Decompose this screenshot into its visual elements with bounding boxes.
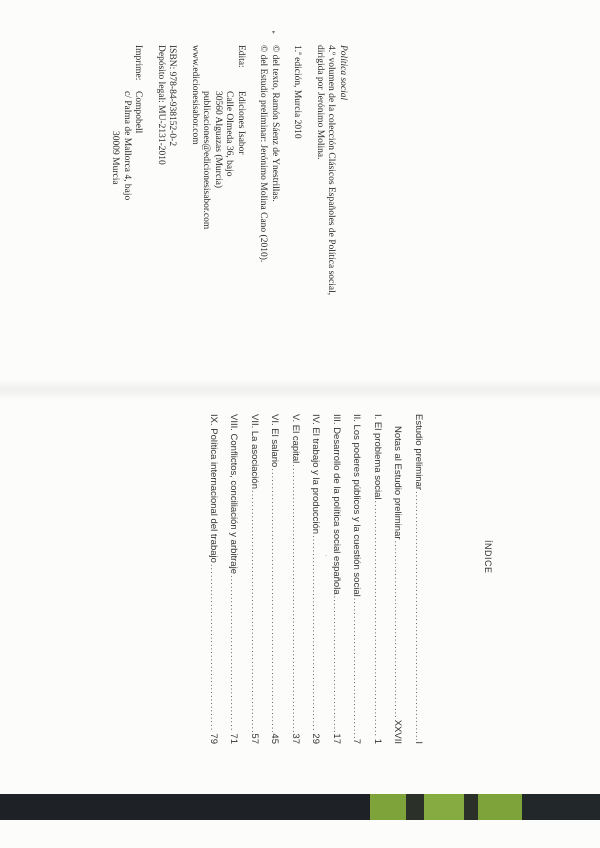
band-green xyxy=(370,794,406,820)
publisher-city: 30560 Alguazas (Murcia) xyxy=(213,91,223,189)
toc-leader-dots xyxy=(331,596,342,733)
toc-entry-page: 17 xyxy=(331,733,342,744)
printer-name: Compobell xyxy=(133,91,144,134)
toc-entry-label: IV. El trabajo y la producción xyxy=(310,414,322,535)
collection-note: 4.º volumen de la colección Clásicos Españoles de Política social, xyxy=(326,45,337,296)
index-title: ÍNDICE xyxy=(483,540,493,574)
toc-leader-dots xyxy=(372,501,383,738)
toc-leader-dots xyxy=(208,564,219,733)
toc-entry xyxy=(219,414,240,744)
toc-entry-label: V. El capital xyxy=(290,414,301,464)
toc-entry-page: 37 xyxy=(290,733,301,744)
band-dark xyxy=(406,794,424,820)
toc-entry-page: 79 xyxy=(208,733,219,744)
printer-label: Imprime: xyxy=(133,45,144,81)
publisher-web: www.edicionesisabor.com xyxy=(190,45,200,145)
scan-speck: · xyxy=(325,553,327,560)
toc-entry-page: 1 xyxy=(372,738,383,744)
publisher-street: Calle Olmeda 36, bajo xyxy=(224,91,235,177)
publisher-name: Ediciones Isabor xyxy=(236,91,246,155)
series-title: Política social xyxy=(338,45,348,101)
toc-leader-dots xyxy=(229,575,240,732)
copyright-page xyxy=(109,45,348,375)
scan-speck: ▾ xyxy=(272,29,276,36)
copyright-text-line: © del texto, Ramón Sáenz de Ynestrillas. xyxy=(270,45,280,202)
toc-entry xyxy=(342,414,363,744)
isbn-line: ISBN: 978-84-938152-0-2 xyxy=(167,45,178,147)
toc-entry-label: Notas al Estudio preliminar xyxy=(392,426,404,540)
index-list xyxy=(199,414,425,744)
toc-entry xyxy=(404,414,425,744)
toc-entry-page: 7 xyxy=(351,738,363,744)
toc-entry-label: VI. El salario xyxy=(269,414,281,468)
band-green xyxy=(424,794,464,820)
toc-entry xyxy=(199,414,220,744)
band-green xyxy=(478,794,522,820)
toc-entry-page: 57 xyxy=(249,733,260,744)
scanner-edge-band xyxy=(0,794,600,820)
toc-entry-label: IX. Política internacional del trabajo xyxy=(208,414,219,563)
toc-entry xyxy=(301,414,322,744)
toc-leader-dots xyxy=(311,535,322,732)
page-gutter xyxy=(0,380,600,400)
toc-entry-label: III. Desarrollo de la política social española xyxy=(331,414,342,595)
toc-leader-dots xyxy=(270,468,281,732)
toc-entry xyxy=(281,414,302,744)
edition-line: 1.ª edición, Murcia 2010 xyxy=(292,45,303,139)
toc-entry xyxy=(240,414,261,744)
toc-leader-dots xyxy=(352,598,363,738)
band-dark xyxy=(522,794,600,820)
toc-entry-label: VIII. Conflictos, conciliación y arbitraje xyxy=(228,414,240,574)
toc-entry-page: 29 xyxy=(310,733,322,744)
toc-entry-page: 71 xyxy=(228,733,240,744)
toc-entry xyxy=(383,414,404,744)
toc-entry-label: VII. La asociación xyxy=(249,414,260,489)
printer-street: c/ Palma de Mallorca 4, bajo xyxy=(122,91,132,201)
toc-leader-dots xyxy=(249,490,260,732)
band-dark xyxy=(464,794,478,820)
toc-entry-label: I. El problema social xyxy=(372,414,383,500)
legal-deposit-line: Depósito legal: MU-2131-2010 xyxy=(156,45,166,165)
director-note: dirigida por Jerónimo Molina. xyxy=(315,45,325,160)
toc-leader-dots xyxy=(290,464,301,732)
toc-entry xyxy=(260,414,281,744)
printer-city: 30009 Murcia xyxy=(110,131,121,185)
toc-entry xyxy=(363,414,384,744)
toc-entry-label: II. Los poderes públicos y la cuestión social xyxy=(351,414,363,597)
publisher-email: publicaciones@edicionesisabor.com xyxy=(201,91,212,230)
toc-entry-label: Estudio preliminar xyxy=(413,414,424,491)
toc-leader-dots xyxy=(393,541,404,719)
toc-entry-page: 45 xyxy=(269,733,281,744)
band-dark xyxy=(0,794,370,820)
toc-entry-page: I xyxy=(413,741,424,744)
toc-leader-dots xyxy=(413,491,424,740)
toc-entry-page: XXVII xyxy=(392,719,404,744)
publisher-label: Edita: xyxy=(236,45,246,68)
toc-entry xyxy=(322,414,343,744)
copyright-study-line: © del Estudio preliminar: Jerónimo Molina Cano (2010). xyxy=(258,45,269,263)
